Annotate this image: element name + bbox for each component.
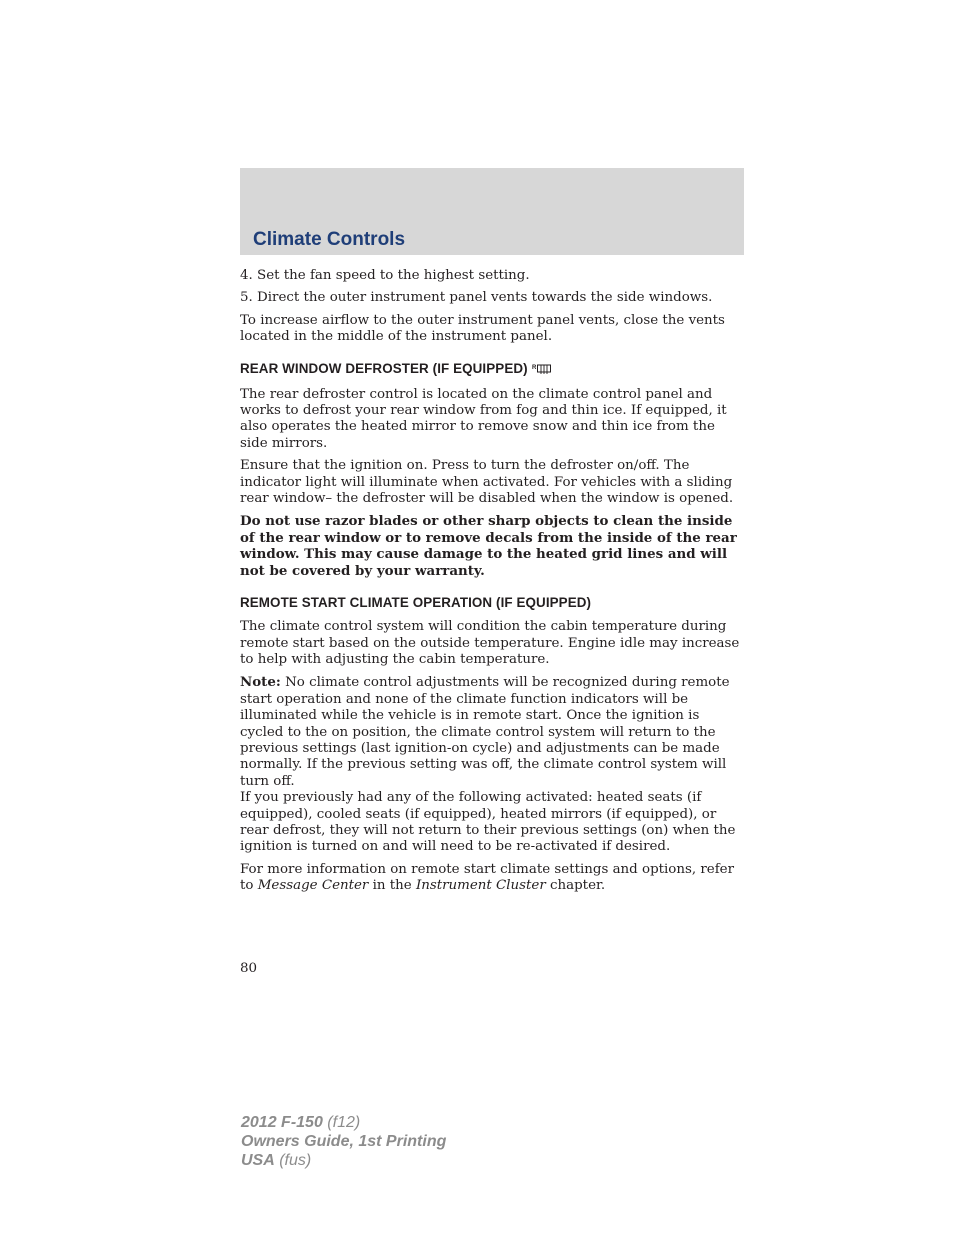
step-5: 5. Direct the outer instrument panel vents towards the side windows.	[240, 290, 713, 306]
rear-defroster-heading-text: REAR WINDOW DEFROSTER (IF EQUIPPED)	[240, 360, 528, 376]
svg-text:R: R	[531, 364, 537, 371]
message-center-reference: Message Center	[257, 878, 369, 894]
page-number: 80	[240, 961, 258, 976]
remote-start-paragraph-4	[240, 862, 745, 895]
para4-text-mid: in the	[368, 878, 416, 894]
footer-model-code: (f12)	[322, 1114, 361, 1131]
remote-start-note	[240, 674, 745, 790]
note-label: Note:	[240, 674, 281, 691]
footer-line-3	[241, 1151, 446, 1170]
para4-text-start: For more information on remote start climate settings and options, refer to	[240, 861, 734, 894]
instrument-cluster-reference: Instrument Cluster	[415, 878, 546, 894]
rear-defrost-icon	[532, 363, 552, 379]
remote-start-paragraph-3: If you previously had any of the following activated: heated seats (if equipped), cooled seats (if equipped), heated mirrors (if equipped), or rear defrost, they will not return to their previous settings (on) when the ignition is turned on and will need to be re-activated if desired.	[240, 790, 736, 855]
airflow-paragraph: To increase airflow to the outer instrument panel vents, close the vents located in the middle of the instrument panel.	[240, 312, 725, 345]
document-footer	[241, 1113, 446, 1170]
section-header-band	[240, 168, 744, 255]
footer-line-2	[241, 1132, 446, 1151]
para4-text-end: chapter.	[545, 878, 606, 894]
footer-edition: Owners Guide, 1st Printing	[241, 1133, 447, 1150]
remote-start-heading: REMOTE START CLIMATE OPERATION (IF EQUIPPED)	[240, 595, 592, 611]
remote-start-paragraph-1: The climate control system will condition the cabin temperature during remote start based on the outside temperature. Engine idle may increase to help with adjusting the cabin temperature.	[240, 619, 740, 667]
footer-market: USA	[241, 1152, 275, 1169]
rear-defroster-warning: Do not use razor blades or other sharp objects to clean the inside of the rear window or to remove decals from the inside of the rear window. This may cause damage to the heated grid lines and will not be covered by your warranty.	[240, 513, 737, 579]
footer-line-1	[241, 1113, 446, 1132]
section-title: Climate Controls	[253, 229, 406, 250]
footer-model: 2012 F-150	[241, 1114, 323, 1131]
rear-defroster-paragraph-2: Ensure that the ignition on. Press to turn the defroster on/off. The indicator light will illuminate when activated. For vehicles with a sliding rear window– the defroster will be disabled when the window is opened.	[240, 458, 734, 507]
footer-market-code: (fus)	[274, 1152, 312, 1169]
page-content	[240, 268, 745, 901]
step-4: 4. Set the fan speed to the highest setting.	[240, 268, 530, 283]
rear-defroster-paragraph-1: The rear defroster control is located on the climate control panel and works to defrost your rear window from fog and thin ice. If equipped, it also operates the heated mirror to remove snow and thin ice from the side mirrors.	[240, 386, 727, 451]
note-text: No climate control adjustments will be recognized during remote start operation and none of the climate function indicators will be illuminated while the vehicle is in remote start. Once the ignition is cycled to the on position, the climate control system will return to the previous settings (last ignition-on cycle) and adjustments can be made normally. If the previous setting was off, the climate control system will turn off.	[240, 675, 730, 789]
rear-defroster-heading	[240, 361, 745, 379]
